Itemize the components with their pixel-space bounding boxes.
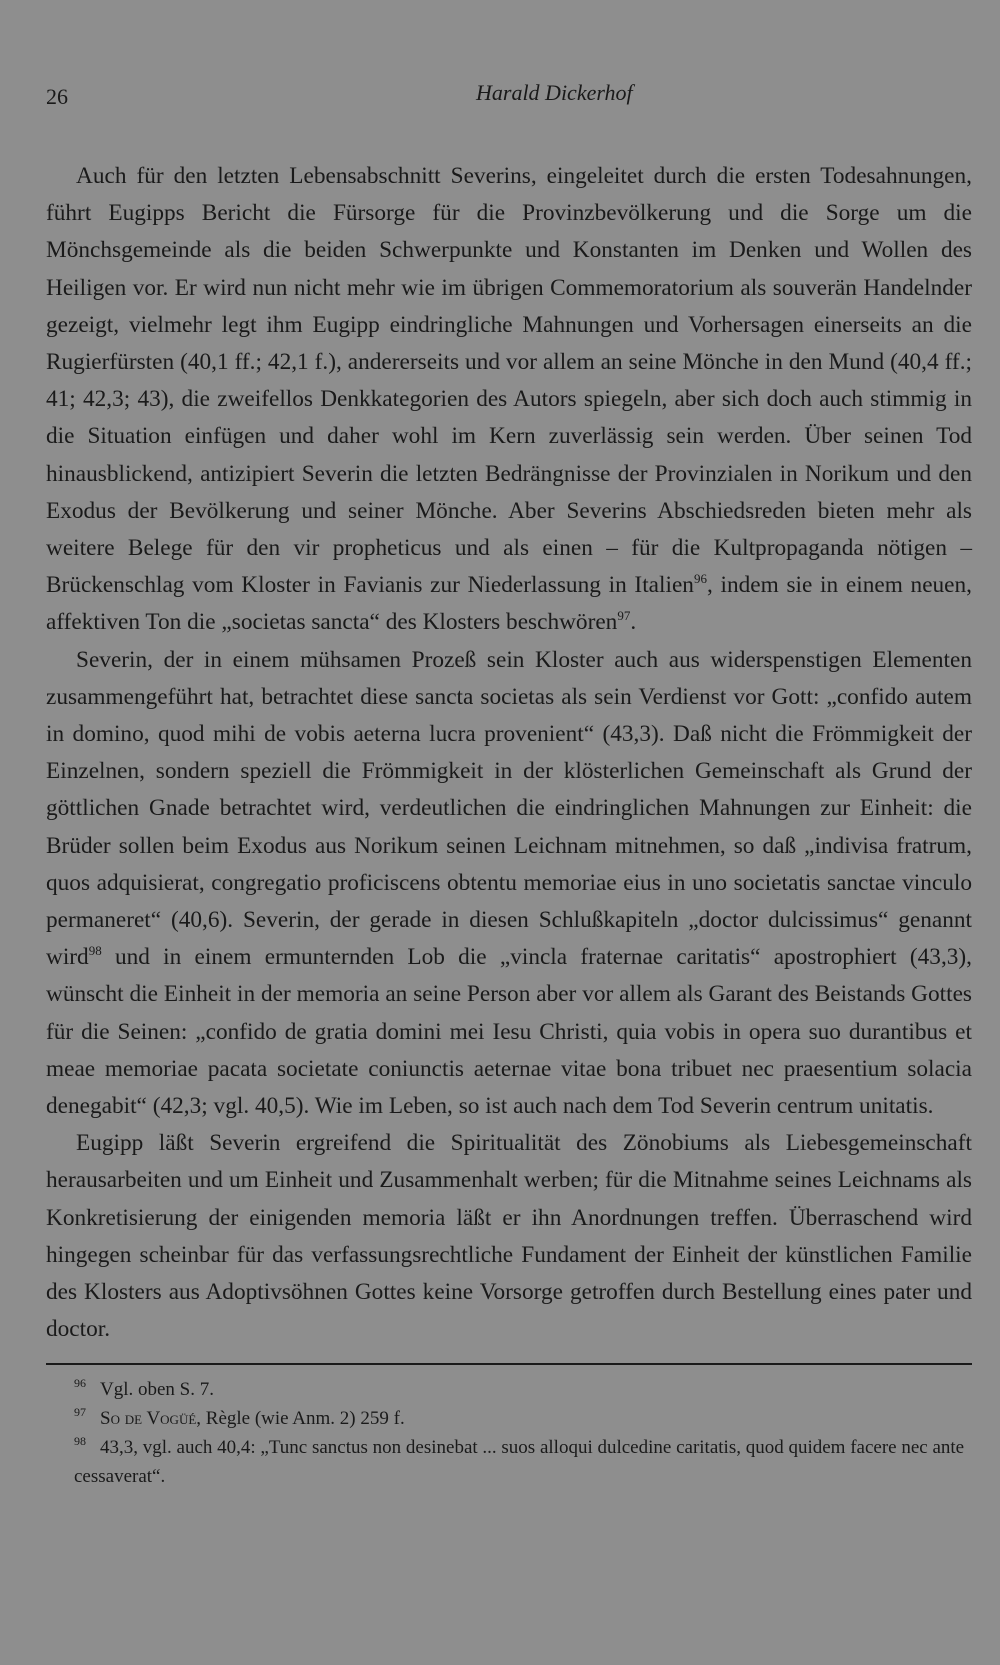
footnote-text: Vgl. oben S. 7. [100, 1378, 214, 1400]
paragraph-2-text-b: und in einem ermunternden Lob die „vincla fraternae caritatis“ apostrophiert (43,3), wünscht die Einheit in der memoria an seine Person aber vor allem als Garant des Beistands Gottes für die Seinen: „confido de gratia domini mei Iesu Christi, quia vobis in opera suo durantibus et meae memoriae pacata societate coniunctis aeternae vitae bona tribuet nec praesentium solacia denegabit“ (42,3; vgl. 40,5). Wie im Leben, so ist auch nach dem Tod Severin centrum unitatis. [46, 944, 972, 1120]
running-head: Harald Dickerhof [476, 80, 633, 105]
footnote-96: 96 Vgl. oben S. 7. [74, 1376, 214, 1400]
footnote-97: 97 So de Vogüé, Règle (wie Anm. 2) 259 f. [74, 1405, 405, 1429]
document-page [46, 80, 972, 1491]
footnote-ref-96: 96 [693, 571, 707, 587]
paragraph-1-text-b: , indem sie in einem neuen, affektiven Ton die „societas sancta“ des Klosters beschwören [46, 572, 972, 636]
paragraph-1 [46, 158, 972, 642]
footnote-ref-98: 98 [88, 943, 102, 959]
footnote-98: 98 43,3, vgl. auch 40,4: „Tunc sanctus non desinebat ... suos alloqui dulcedine caritatis, quod quidem facere nec ante cessaverat“. [74, 1434, 965, 1487]
footnote-text: 43,3, vgl. auch 40,4: „Tunc sanctus non desinebat ... suos alloqui dulcedine caritatis, quod quidem facere nec ante cessaverat“. [74, 1436, 965, 1487]
paragraph-3: Eugipp läßt Severin ergreifend die Spiritualität des Zönobiums als Liebesgemeinschaft herausarbeiten und um Einheit und Zusammenhalt werben; für die Mitnahme seines Leichnams als Konkretisierung der einigenden memoria läßt er ihn Anordnungen treffen. Überraschend wird hingegen scheinbar für das verfassungsrechtliche Fundament der Einheit der künstlichen Familie des Klosters aus Adoptivsöhnen Gottes keine Vorsorge getroffen durch Bestellung eines pater und doctor. [46, 1130, 972, 1343]
body-text [46, 158, 972, 1349]
footnote-text: Règle (wie Anm. 2) 259 f. [201, 1407, 405, 1429]
paragraph-2-text-a: Severin, der in einem mühsamen Prozeß sein Kloster auch aus widerspenstigen Elementen zusammengeführt hat, betrachtet diese sancta societas als sein Verdienst vor Gott: „confido autem in domino, quod mihi de vobis aeterna lucra provenient“ (43,3). Daß nicht die Frömmigkeit der Einzelnen, sondern speziell die Frömmigkeit in der klösterlichen Gemeinschaft als Grund der göttlichen Gnade betrachtet wird, verdeutlichen die eindringlichen Mahnungen zur Einheit: die Brüder sollen beim Exodus aus Norikum seinen Leichnam mitnehmen, so daß „indivisa fratrum, quos adquisierat, congregatio proficiscens obtentu memoriae eius in uno societatis sanctae vinculo permaneret“ (40,6). Severin, der gerade in diesen Schlußkapiteln „doctor dulcissimus“ genannt wird [46, 646, 972, 971]
footnotes [46, 1375, 972, 1491]
footnote-divider [46, 1363, 972, 1365]
page-header [46, 80, 972, 114]
footnote-author: So de Vogüé, [100, 1407, 202, 1429]
paragraph-2 [46, 642, 972, 1126]
paragraph-1-text-c: . [630, 609, 637, 636]
paragraph-1-text-a: Auch für den letzten Lebensabschnitt Severins, eingeleitet durch die ersten Todesahnungen, führt Eugipps Bericht die Fürsorge für die Provinzbevölkerung und die Sorge um die Mönchsgemeinde als die beiden Schwerpunkte und Konstanten im Denken und Wollen des Heiligen vor. Er wird nun nicht mehr wie im übrigen Commemoratorium als souverän Handelnder gezeigt, vielmehr legt ihm Eugipp eindringliche Mahnungen und Vorhersagen einerseits an die Rugierfürsten (40,1 ff.; 42,1 f.), andererseits und vor allem an seine Mönche in den Mund (40,4 ff.; 41; 42,3; 43), die zweifellos Denkkategorien des Autors spiegeln, aber sich doch auch stimmig in die Situation einfügen und daher wohl im Kern zuverlässig sein werden. Über seinen Tod hinausblickend, antizipiert Severin die letzten Bedrängnisse der Provinzialen in Norikum und den Exodus der Bevölkerung und seiner Mönche. Aber Severins Abschiedsreden bieten mehr als weitere Belege für den vir propheticus und als einen – für die Kultpropaganda nötigen – Brückenschlag vom Kloster in Favianis zur Niederlassung in Italien [46, 163, 972, 599]
footnote-ref-97: 97 [617, 608, 631, 624]
page-number: 26 [46, 84, 68, 109]
